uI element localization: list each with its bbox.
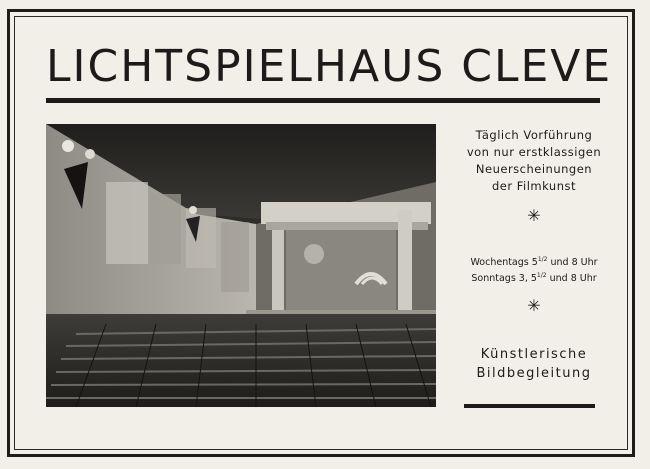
accompaniment-line: Bildbegleitung [476,366,592,381]
accompaniment-text [458,345,610,383]
page-title: LICHTSPIELHAUS CLEVE [46,41,613,92]
cinema-auditorium-photo [46,124,436,407]
description-line: Neuerscheinungen [475,162,593,176]
program-description [458,127,610,195]
title-underline [46,98,600,103]
star-separator: ✳ [527,296,541,315]
accompaniment-line: Künstlerische [480,347,588,362]
showtimes-weekdays: Wochentags $5^{1/2}$ und 8 Uhr [470,255,598,268]
auditorium-illustration [46,124,436,407]
star-separator: ✳ [527,206,541,225]
showtimes-sundays: Sonntags 3, $5^{1/2}$ und 8 Uhr [471,271,597,284]
bottom-rule [464,404,595,408]
description-line: der Filmkunst [491,179,576,193]
showtimes [458,255,610,287]
description-line: von nur erstklassigen [466,145,602,159]
description-line: Täglich Vorführung [475,128,593,142]
